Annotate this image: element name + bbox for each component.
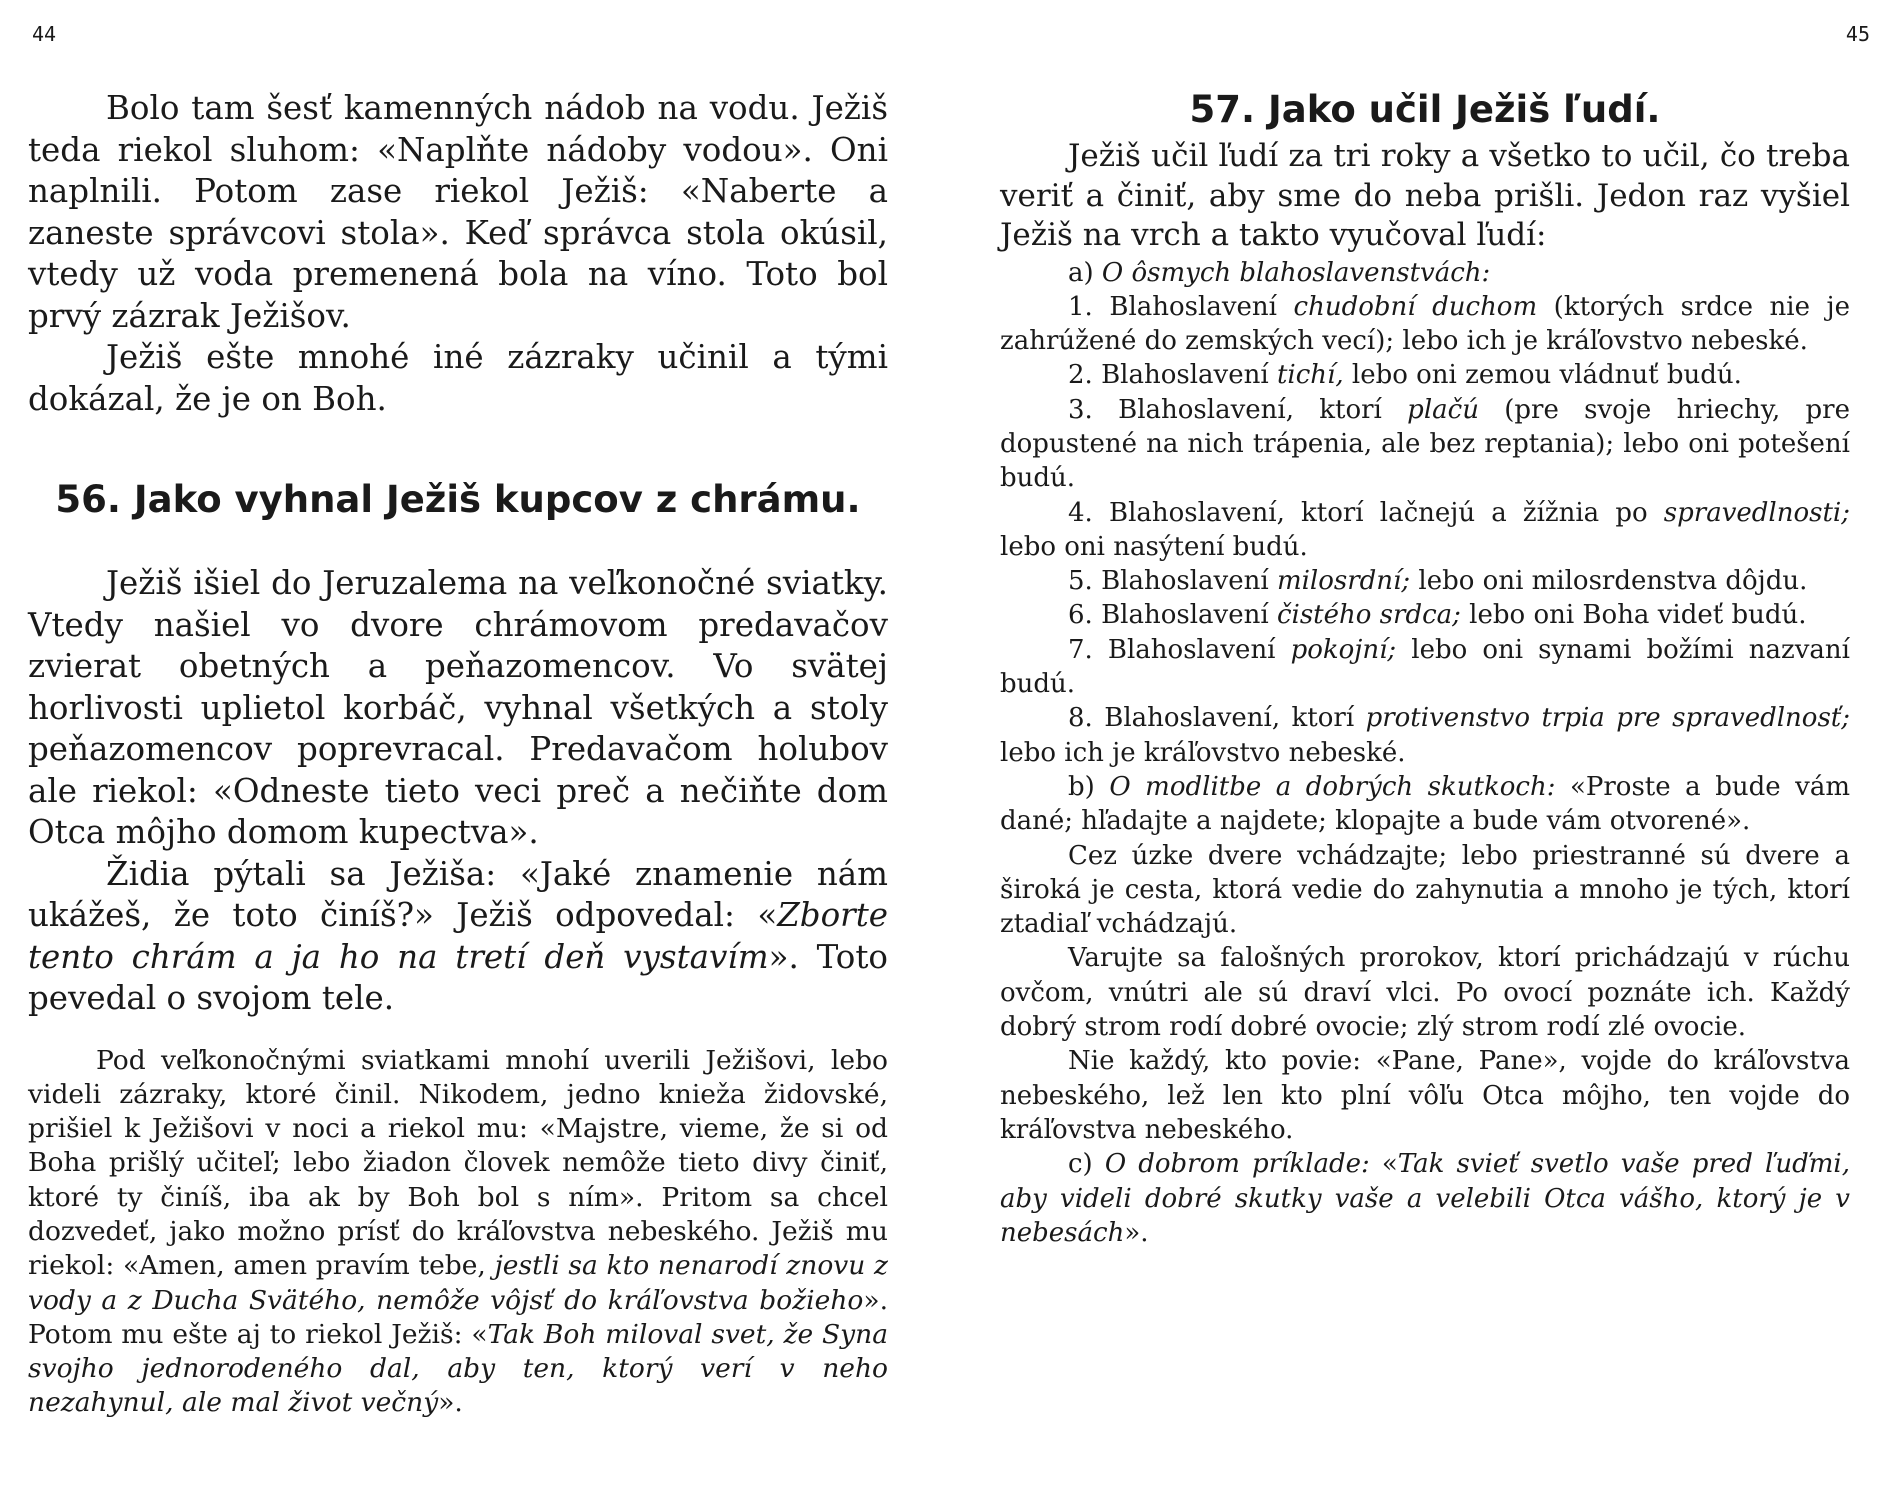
left-column <box>28 88 888 1421</box>
right-page <box>960 0 1886 1500</box>
list-item: 7. Blahoslavení pokojní; lebo oni synami božími nazvaní budú. <box>1000 634 1850 700</box>
text-block-small <box>28 1044 888 1421</box>
subsection-a: a) O ôsmych blahoslavenstvách: <box>1068 257 1491 288</box>
list-item: 8. Blahoslavení, ktorí protivenstvo trpia pre spravedlnosť; lebo ich je kráľovstvo nebeské. <box>1000 703 1850 768</box>
paragraph: Varujte sa falošných prorokov, ktorí prichádzajú v rúchu ovčom, vnútri ale sú draví vlci. Po ovocí poznáte ich. Každý dobrý strom rodí dobré ovocie; zlý strom rodí zlé ovocie. <box>1000 943 1850 1043</box>
paragraph: Pod veľkonočnými sviatkami mnohí uverili Ježišovi, lebo videli zázraky, ktoré činil. Nikodem, jedno knieža židovské, prišiel k Ježišovi v noci a riekol mu: «Majstre, vieme, že si od Boha prišlý učiteľ; lebo žiadon človek nemôže tieto divy činiť, ktoré ty činíš, iba ak by Boh bol s ním». Pritom sa chcel dozvedeť, jako možno prísť do kráľovstva nebeského. Ježiš mu riekol: «Amen, amen pravím tebe, jestli sa kto nenarodí znovu z vody a z Ducha Svätého, nemôže vôjsť do kráľovstva božieho». Potom mu ešte aj to riekol Ježiš: «Tak Boh miloval svet, že Syna svojho jednorodeného dal, aby ten, ktorý verí v neho nezahynul, ale mal život večný». <box>28 1044 889 1419</box>
page-number: 44 <box>32 22 57 46</box>
paragraph: Ježiš učil ľudí za tri roky a všetko to učil, čo treba veriť a činiť, aby sme do neba prišli. Jedon raz vyšiel Ježiš na vrch a takto vyučoval ľudí: <box>1000 138 1850 253</box>
paragraph: Bolo tam šesť kamenných nádob na vodu. Ježiš teda riekol sluhom: «Naplňte nádoby vodou». Oni naplnili. Potom zase riekol Ježiš: «Naberte a zaneste správcovi stola». Keď správca stola okúsil, vtedy už voda premenená bola na víno. Toto bol prvý zázrak Ježišov. <box>28 89 888 335</box>
paragraph: Židia pýtali sa Ježiša: «Jaké znamenie nám ukážeš, že toto činíš?» Ježiš odpovedal: «Zborte tento chrám a ja ho na tretí deň vystavím». Toto pevedal o svojom tele. <box>28 854 888 1017</box>
intro-block <box>1000 137 1850 256</box>
subsection-b: b) O modlitbe a dobrých skutkoch: «Proste a bude vám dané; hľadajte a najdete; klopajte a bude vám otvorené». <box>1000 771 1850 837</box>
text-block-beatitudes <box>1000 256 1850 1251</box>
text-block-upper <box>28 88 888 420</box>
list-item: 2. Blahoslavení tichí, lebo oni zemou vládnuť budú. <box>1068 360 1742 391</box>
list-item: 5. Blahoslavení milosrdní; lebo oni milosrdenstva dôjdu. <box>1068 566 1808 597</box>
paragraph: Ježiš išiel do Jeruzalema na veľkonočné sviatky. Vtedy našiel vo dvore chrámovom predavačov zvierat obetných a peňazomencov. Vo svätej horlivosti uplietol korbáč, vyhnal všetkých a stoly peňazomencov poprevracal. Predavačom holubov ale riekol: «Odneste tieto veci preč a nečiňte dom Otca môjho domom kupectva». <box>28 564 888 851</box>
right-column <box>1000 88 1850 1250</box>
list-item: 1. Blahoslavení chudobní duchom (ktorých srdce nie je zahrúžené do zemských vecí); lebo ich je kráľovstvo nebeské. <box>1000 291 1850 357</box>
section-heading-56: 56. Jako vyhnal Ježiš kupcov z chrámu. <box>55 478 861 521</box>
list-item: 3. Blahoslavení, ktorí plačú (pre svoje hriechy, pre dopustené na nich trápenia, ale bez reptania); lebo oni potešení budú. <box>1000 394 1850 494</box>
text-block-section-56 <box>28 563 888 1020</box>
list-item: 4. Blahoslavení, ktorí lačnejú a žížnia po spravedlnosti; lebo oni nasýtení budú. <box>1000 497 1850 562</box>
page-number: 45 <box>1845 22 1870 46</box>
section-heading-57: 57. Jako učil Ježiš ľudí. <box>1189 88 1661 131</box>
paragraph: Nie každý, kto povie: «Pane, Pane», vojde do kráľovstva nebeského, lež len kto plní vôľu Otca môjho, ten vojde do kráľovstva nebeského. <box>1000 1046 1850 1145</box>
paragraph: Cez úzke dvere vchádzajte; lebo priestranné sú dvere a široká je cesta, ktorá vedie do zahynutia a mnoho je tých, ktorí ztadiaľ vchádzajú. <box>1000 840 1850 940</box>
subsection-c: c) O dobrom príklade: «Tak svieť svetlo vaše pred ľuďmi, aby videli dobré skutky vaše a velebili Otca vášho, ktorý je v nebesách». <box>1000 1149 1850 1248</box>
paragraph: Ježiš ešte mnohé iné zázraky učinil a tými dokázal, že je on Boh. <box>28 338 888 418</box>
list-item: 6. Blahoslavení čistého srdca; lebo oni Boha videť budú. <box>1068 600 1807 631</box>
left-page <box>0 0 930 1500</box>
